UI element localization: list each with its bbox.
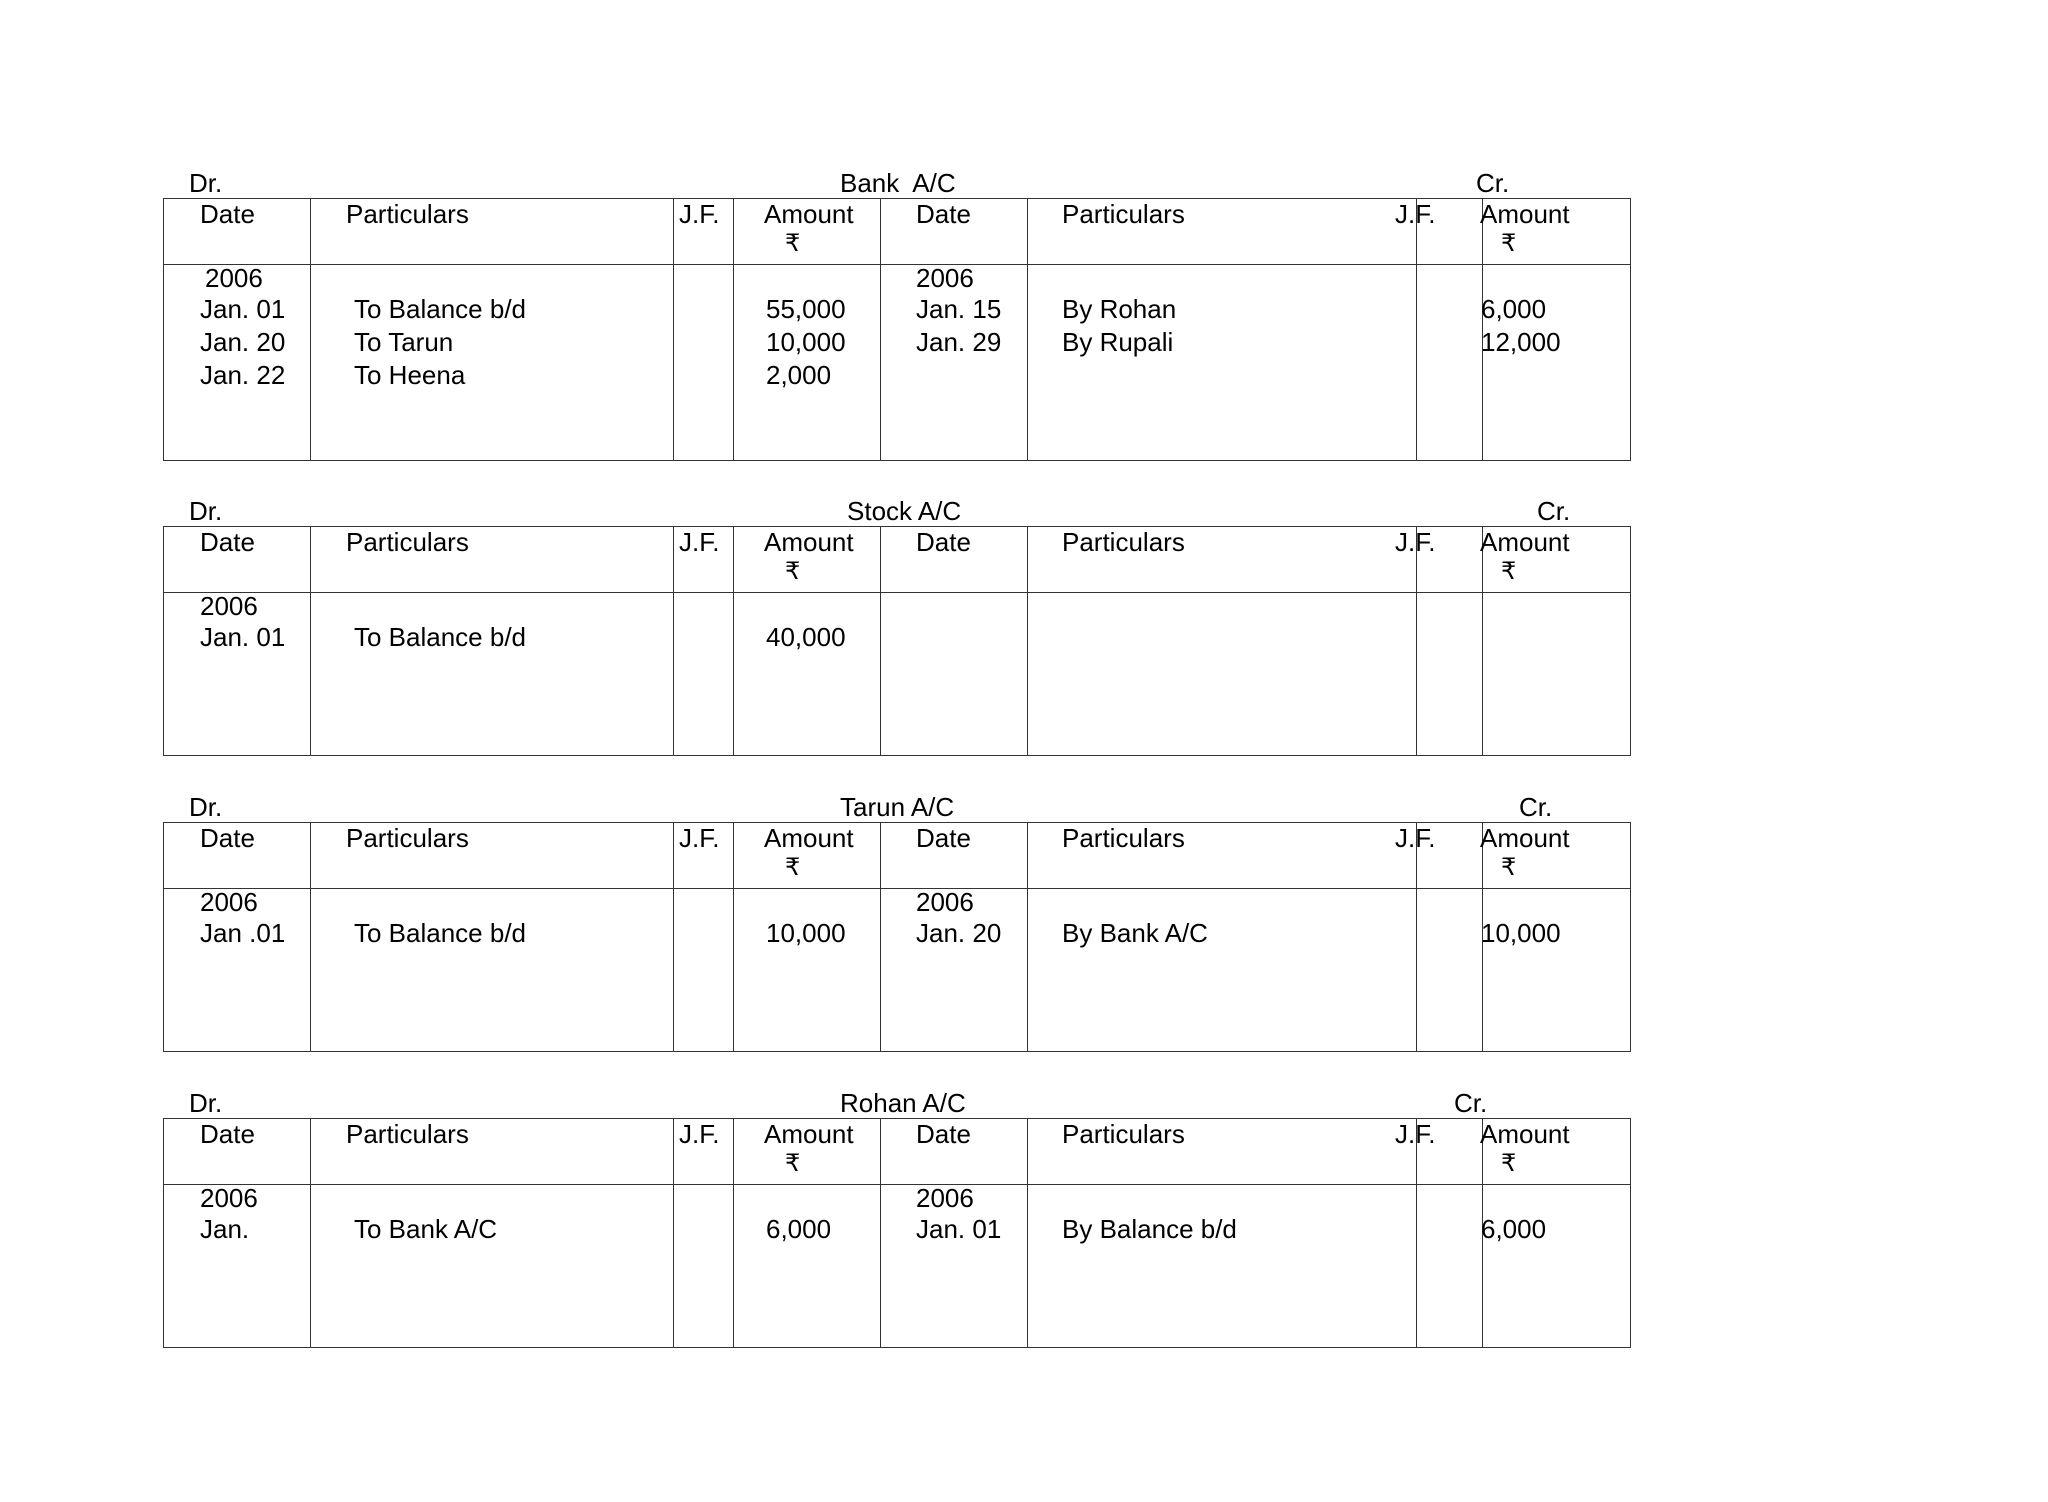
ledger-account [163,168,1631,461]
ledger-caption [163,1088,1631,1118]
ledger-body-row [164,593,1630,755]
debit-date-header: Date [200,527,255,557]
credit-particulars-line: By Balance b/d [1062,1214,1237,1244]
debit-jf-header: J.F. [679,199,720,229]
credit-particulars-line: By Rohan [1062,294,1177,324]
credit-amount-header: Amount [1480,527,1570,557]
debit-particulars [354,1213,497,1246]
ledger-header-row [164,1119,1630,1185]
debit-jf-header: J.F. [679,823,720,853]
rupee-icon: ₹ [785,558,801,585]
debit-amounts [766,621,846,654]
ledger-table [163,526,1631,756]
credit-amounts-line: 10,000 [1481,918,1561,948]
debit-amounts-line: 2,000 [766,360,832,390]
debit-jf-header: J.F. [679,527,720,557]
credit-year: 2006 [916,1183,974,1213]
debit-dates [200,293,285,392]
credit-particulars [1062,1213,1237,1246]
debit-particulars-line: To Balance b/d [354,622,527,652]
debit-amount-header: Amount [764,823,854,853]
ledger-caption [163,168,1631,198]
debit-dates [200,1213,249,1246]
credit-amounts [1481,917,1561,950]
debit-particulars-line: To Heena [354,360,466,390]
credit-dates [916,1213,1001,1246]
credit-amounts [1481,293,1561,359]
credit-date-header: Date [916,1119,971,1149]
account-title: Bank A/C [840,168,956,198]
debit-particulars-header: Particulars [346,823,469,853]
rupee-icon: ₹ [785,230,801,257]
credit-amount-header: Amount [1480,199,1570,229]
credit-side-label: Cr. [1519,792,1553,822]
ledger-body-row [164,889,1630,1051]
debit-dates-line: Jan. 01 [200,294,286,324]
credit-date-header: Date [916,527,971,557]
credit-side-label: Cr. [1476,168,1510,198]
credit-dates [916,917,1001,950]
debit-dates [200,621,285,654]
debit-amount-header: Amount [764,1119,854,1149]
credit-dates-line: Jan. 01 [916,1214,1002,1244]
debit-year: 2006 [200,591,258,621]
credit-particulars-header: Particulars [1062,1119,1185,1149]
ledger-account [163,792,1631,1052]
credit-amount-header: Amount [1480,1119,1570,1149]
ledger-caption [163,792,1631,822]
rupee-icon: ₹ [785,1150,801,1177]
rupee-icon: ₹ [1501,558,1517,585]
debit-amounts-line: 10,000 [766,918,846,948]
debit-jf-header: J.F. [679,1119,720,1149]
credit-date-header: Date [916,823,971,853]
credit-particulars [1062,293,1176,359]
account-title: Stock A/C [847,496,962,526]
debit-side-label: Dr. [189,792,223,822]
credit-dates [916,293,1001,359]
debit-particulars [354,621,526,654]
debit-year: 2006 [200,887,258,917]
debit-dates-line: Jan. 22 [200,360,286,390]
credit-amounts-line: 6,000 [1481,294,1547,324]
credit-amount-header: Amount [1480,823,1570,853]
debit-amount-header: Amount [764,199,854,229]
debit-date-header: Date [200,823,255,853]
rupee-icon: ₹ [1501,854,1517,881]
ledger-header-row [164,823,1630,889]
rupee-icon: ₹ [1501,1150,1517,1177]
credit-date-header: Date [916,199,971,229]
credit-side-label: Cr. [1537,496,1571,526]
credit-particulars-header: Particulars [1062,527,1185,557]
credit-jf-header: J.F. [1395,823,1436,853]
ledger-header-row [164,527,1630,593]
debit-particulars-line: To Balance b/d [354,918,527,948]
debit-amounts [766,293,846,392]
debit-particulars [354,293,526,392]
credit-year: 2006 [916,887,974,917]
credit-particulars-header: Particulars [1062,823,1185,853]
ledger-caption [163,496,1631,526]
credit-particulars [1062,917,1208,950]
credit-dates-line: Jan. 20 [916,918,1002,948]
debit-dates [200,917,285,950]
debit-amounts-line: 10,000 [766,327,846,357]
ledger-header-row [164,199,1630,265]
debit-particulars-line: To Balance b/d [354,294,527,324]
debit-amounts-line: 40,000 [766,622,846,652]
debit-amounts-line: 55,000 [766,294,846,324]
ledger-body-row [164,265,1630,460]
credit-particulars-header: Particulars [1062,199,1185,229]
account-title: Tarun A/C [840,792,955,822]
debit-side-label: Dr. [189,168,223,198]
debit-dates-line: Jan. [200,1214,250,1244]
credit-dates-line: Jan. 29 [916,327,1002,357]
debit-date-header: Date [200,199,255,229]
debit-particulars-header: Particulars [346,527,469,557]
credit-jf-header: J.F. [1395,1119,1436,1149]
debit-dates-line: Jan. 01 [200,622,286,652]
debit-date-header: Date [200,1119,255,1149]
credit-jf-header: J.F. [1395,199,1436,229]
ledger-table [163,1118,1631,1348]
debit-particulars-header: Particulars [346,199,469,229]
credit-amounts-line: 12,000 [1481,327,1561,357]
debit-amounts [766,1213,831,1246]
credit-particulars-line: By Bank A/C [1062,918,1208,948]
account-title: Rohan A/C [840,1088,966,1118]
credit-particulars-line: By Rupali [1062,327,1174,357]
rupee-icon: ₹ [785,854,801,881]
debit-amounts-line: 6,000 [766,1214,832,1244]
debit-dates-line: Jan .01 [200,918,286,948]
credit-dates-line: Jan. 15 [916,294,1002,324]
debit-particulars [354,917,526,950]
credit-side-label: Cr. [1454,1088,1488,1118]
debit-amounts [766,917,846,950]
debit-particulars-header: Particulars [346,1119,469,1149]
ledger-body-row [164,1185,1630,1347]
debit-particulars-line: To Tarun [354,327,454,357]
ledger-table [163,198,1631,461]
debit-year: 2006 [205,263,263,293]
credit-year: 2006 [916,263,974,293]
debit-dates-line: Jan. 20 [200,327,286,357]
debit-side-label: Dr. [189,496,223,526]
credit-amounts-line: 6,000 [1481,1214,1547,1244]
debit-side-label: Dr. [189,1088,223,1118]
credit-jf-header: J.F. [1395,527,1436,557]
debit-particulars-line: To Bank A/C [354,1214,498,1244]
rupee-icon: ₹ [1501,230,1517,257]
ledger-account [163,496,1631,756]
credit-amounts [1481,1213,1546,1246]
debit-year: 2006 [200,1183,258,1213]
ledger-account [163,1088,1631,1348]
debit-amount-header: Amount [764,527,854,557]
ledger-table [163,822,1631,1052]
